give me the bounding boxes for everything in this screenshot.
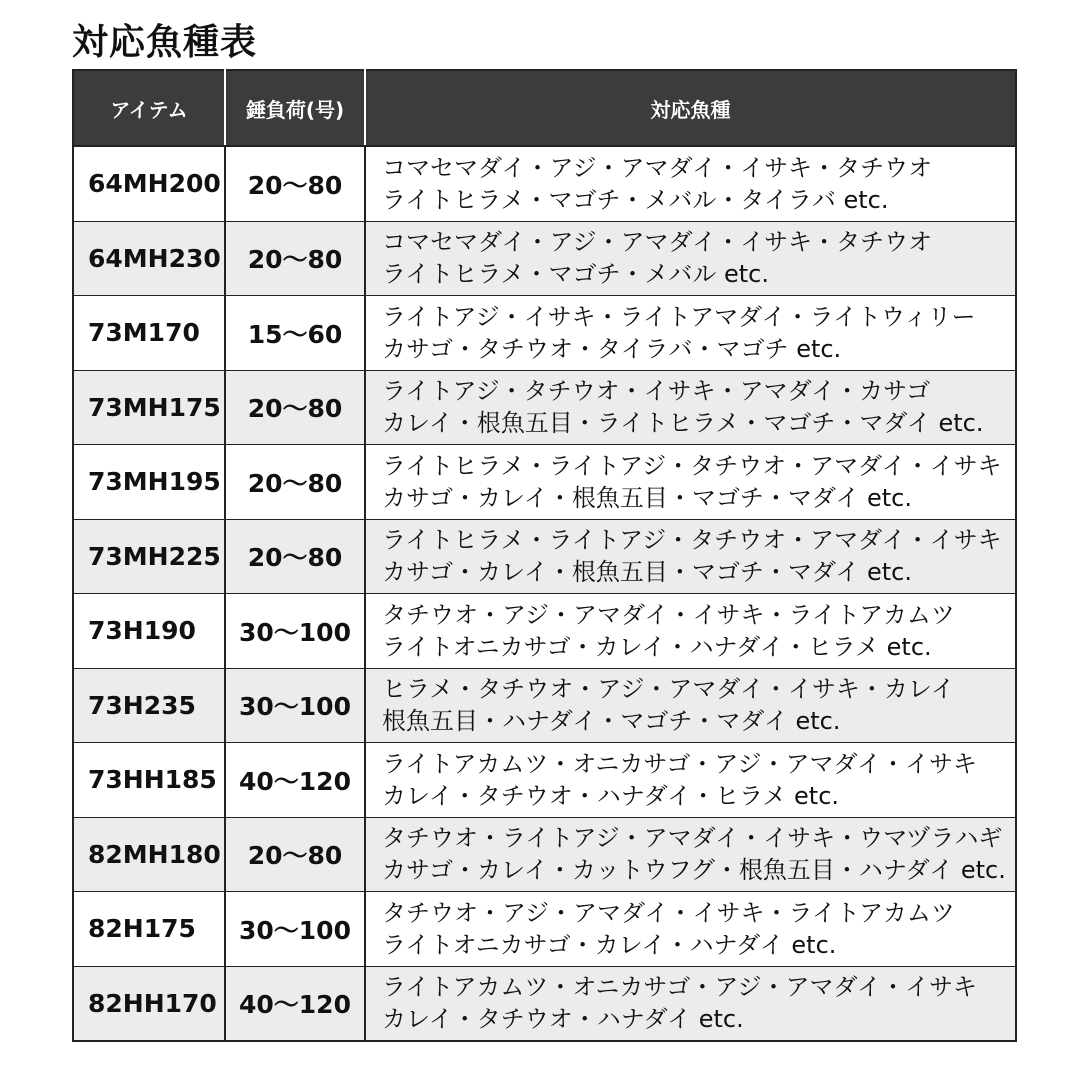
species-line: ライトヒラメ・マゴチ・メバル・タイラバ etc. — [382, 185, 889, 214]
species-line: ヒラメ・タチウオ・アジ・アマダイ・イサキ・カレイ — [382, 675, 955, 704]
species-line: ライトオニカサゴ・カレイ・ハナダイ・ヒラメ etc. — [382, 632, 932, 661]
weight-cell: 40～120 — [225, 743, 365, 818]
species-cell — [365, 146, 1016, 221]
table-header-row — [73, 70, 1016, 146]
table-row — [73, 146, 1016, 221]
species-line: 根魚五目・ハナダイ・マゴチ・マダイ etc. — [382, 707, 841, 736]
weight-cell: 20～80 — [225, 817, 365, 892]
item-cell: 73MH195 — [73, 445, 225, 520]
header-item: アイテム — [73, 70, 225, 146]
species-line: ライトアジ・イサキ・ライトアマダイ・ライトウィリー — [382, 302, 976, 331]
species-line: ライトオニカサゴ・カレイ・ハナダイ etc. — [382, 930, 837, 959]
weight-cell: 20～80 — [225, 221, 365, 296]
weight-cell: 40～120 — [225, 966, 365, 1041]
table-row — [73, 445, 1016, 520]
table-row — [73, 668, 1016, 743]
weight-cell: 20～80 — [225, 445, 365, 520]
species-line: カレイ・根魚五目・ライトヒラメ・マゴチ・マダイ etc. — [382, 409, 984, 438]
species-line: カサゴ・タチウオ・タイラバ・マゴチ etc. — [382, 334, 842, 363]
species-cell — [365, 594, 1016, 669]
item-cell: 82H175 — [73, 892, 225, 967]
item-cell: 82HH170 — [73, 966, 225, 1041]
species-line: タチウオ・アジ・アマダイ・イサキ・ライトアカムツ — [382, 898, 955, 927]
species-line: タチウオ・ライトアジ・アマダイ・イサキ・ウマヅラハギ — [382, 824, 1003, 853]
item-cell: 73MH225 — [73, 519, 225, 594]
header-weight: 錘負荷(号) — [225, 70, 365, 146]
species-line: カサゴ・カレイ・根魚五目・マゴチ・マダイ etc. — [382, 558, 912, 587]
species-line: コマセマダイ・アジ・アマダイ・イサキ・タチウオ — [382, 228, 933, 257]
item-cell: 64MH200 — [73, 146, 225, 221]
weight-cell: 15～60 — [225, 296, 365, 371]
weight-cell: 20～80 — [225, 370, 365, 445]
species-line: カサゴ・カレイ・根魚五目・マゴチ・マダイ etc. — [382, 483, 912, 512]
item-cell: 73MH175 — [73, 370, 225, 445]
species-line: タチウオ・アジ・アマダイ・イサキ・ライトアカムツ — [382, 600, 955, 629]
item-cell: 73HH185 — [73, 743, 225, 818]
weight-cell: 20～80 — [225, 519, 365, 594]
item-cell: 73M170 — [73, 296, 225, 371]
species-line: ライトアカムツ・オニカサゴ・アジ・アマダイ・イサキ — [382, 749, 977, 778]
species-line: カサゴ・カレイ・カットウフグ・根魚五目・ハナダイ etc. — [382, 856, 1006, 885]
species-line: ライトヒラメ・ライトアジ・タチウオ・アマダイ・イサキ — [382, 526, 1002, 555]
species-cell — [365, 892, 1016, 967]
table-row — [73, 370, 1016, 445]
weight-cell: 30～100 — [225, 892, 365, 967]
species-cell — [365, 966, 1016, 1041]
table-row — [73, 892, 1016, 967]
table-row — [73, 743, 1016, 818]
item-cell: 73H190 — [73, 594, 225, 669]
species-cell — [365, 370, 1016, 445]
species-line: ライトアカムツ・オニカサゴ・アジ・アマダイ・イサキ — [382, 973, 977, 1002]
compatible-fish-table — [72, 69, 1017, 1042]
item-cell: 64MH230 — [73, 221, 225, 296]
table-row — [73, 296, 1016, 371]
species-cell — [365, 519, 1016, 594]
species-cell — [365, 817, 1016, 892]
weight-cell: 30～100 — [225, 668, 365, 743]
species-line: コマセマダイ・アジ・アマダイ・イサキ・タチウオ — [382, 153, 933, 182]
table-row — [73, 594, 1016, 669]
table-row — [73, 966, 1016, 1041]
table-row — [73, 817, 1016, 892]
table-row — [73, 221, 1016, 296]
header-species: 対応魚種 — [365, 70, 1016, 146]
species-line: ライトアジ・タチウオ・イサキ・アマダイ・カサゴ — [382, 377, 931, 406]
species-cell — [365, 743, 1016, 818]
table-row — [73, 519, 1016, 594]
weight-cell: 30～100 — [225, 594, 365, 669]
species-line: カレイ・タチウオ・ハナダイ etc. — [382, 1005, 744, 1034]
species-cell — [365, 668, 1016, 743]
species-cell — [365, 221, 1016, 296]
species-line: ライトヒラメ・マゴチ・メバル etc. — [382, 260, 769, 289]
page-title: 対応魚種表 — [72, 22, 258, 63]
species-line: カレイ・タチウオ・ハナダイ・ヒラメ etc. — [382, 781, 840, 810]
weight-cell: 20～80 — [225, 146, 365, 221]
item-cell: 82MH180 — [73, 817, 225, 892]
item-cell: 73H235 — [73, 668, 225, 743]
species-cell — [365, 445, 1016, 520]
species-line: ライトヒラメ・ライトアジ・タチウオ・アマダイ・イサキ — [382, 451, 1002, 480]
species-cell — [365, 296, 1016, 371]
